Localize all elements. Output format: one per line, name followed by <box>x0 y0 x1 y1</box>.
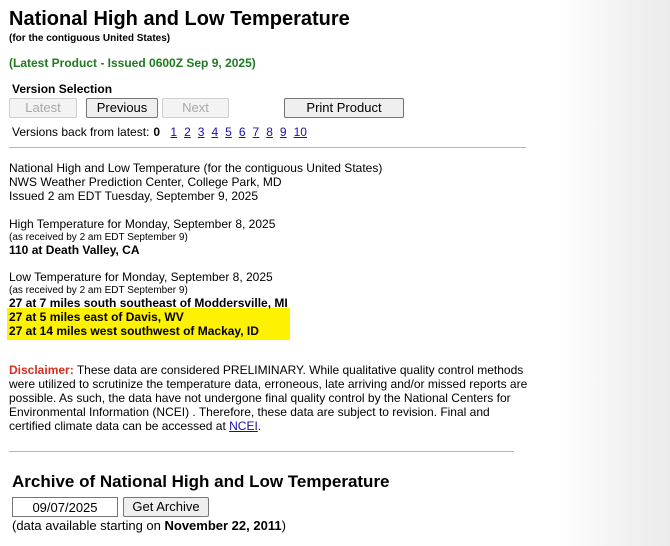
product-header-line-2: NWS Weather Prediction Center, College Park, MD <box>9 175 282 189</box>
version-link-6[interactable]: 6 <box>238 125 246 139</box>
version-link-5[interactable]: 5 <box>225 125 232 139</box>
high-temp-received: (as received by 2 am EDT September 9) <box>9 232 188 243</box>
version-link-1[interactable]: 1 <box>170 125 178 139</box>
version-link-8[interactable]: 8 <box>266 125 273 139</box>
availability-date: November 22, 2011 <box>164 518 282 533</box>
product-header-line-1: National High and Low Temperature (for the contiguous United States) <box>9 161 383 175</box>
low-temp-heading: Low Temperature for Monday, September 8, 2025 <box>9 270 273 284</box>
archive-date-input[interactable] <box>12 497 118 517</box>
low-temp-value-1: 27 at 7 miles south southeast of Moddersville, MI <box>9 296 288 310</box>
next-button[interactable]: Next <box>162 98 229 118</box>
disclaimer-text: These data are considered PRELIMINARY. While qualitative quality control methods were utilized to scrutinize the temperature data, erroneous, late arriving and/or missed reports are possible. As such, the data have not undergone final quality control by the National Centers for Environmental Information (NCEI) . Therefore, these data are subject to revision. Final and certified climate data can be accessed at <box>9 363 528 433</box>
disclaimer-paragraph <box>9 363 529 433</box>
versions-back-row <box>12 125 307 139</box>
low-temp-value-3: 27 at 14 miles west southwest of Mackay, ID <box>9 324 259 338</box>
disclaimer-end: . <box>257 419 262 433</box>
page-edge-shading <box>560 0 670 546</box>
current-version: 0 <box>153 125 161 139</box>
page-subtitle: (for the contiguous United States) <box>9 33 171 44</box>
product-header-line-3: Issued 2 am EDT Tuesday, September 9, 2025 <box>9 189 259 203</box>
get-archive-button[interactable]: Get Archive <box>123 497 209 517</box>
version-link-4[interactable]: 4 <box>211 125 219 139</box>
latest-product-note: (Latest Product - Issued 0600Z Sep 9, 2025) <box>9 56 256 70</box>
availability-prefix: (data available starting on <box>12 518 165 533</box>
low-temp-received: (as received by 2 am EDT September 9) <box>9 285 188 296</box>
divider-top <box>9 147 526 148</box>
version-link-9[interactable]: 9 <box>279 125 287 139</box>
versions-label: Versions back from latest: <box>12 125 150 139</box>
previous-button[interactable]: Previous <box>86 98 158 118</box>
print-product-button[interactable]: Print Product <box>284 98 404 118</box>
low-temp-value-2: 27 at 5 miles east of Davis, WV <box>9 310 184 324</box>
high-temp-heading: High Temperature for Monday, September 8, 2025 <box>9 217 276 231</box>
divider-bottom <box>9 451 514 452</box>
archive-availability-note <box>12 518 286 533</box>
version-selection-heading: Version Selection <box>12 82 113 96</box>
version-link-7[interactable]: 7 <box>252 125 260 139</box>
version-link-10[interactable]: 10 <box>293 125 307 139</box>
high-temp-value: 110 at Death Valley, CA <box>9 243 140 257</box>
archive-title: Archive of National High and Low Temperature <box>12 472 390 491</box>
availability-suffix: ) <box>281 518 286 533</box>
latest-button[interactable]: Latest <box>9 98 77 118</box>
version-link-2[interactable]: 2 <box>184 125 191 139</box>
page-title: National High and Low Temperature <box>9 8 350 30</box>
version-link-3[interactable]: 3 <box>197 125 205 139</box>
disclaimer-label: Disclaimer: <box>9 363 74 377</box>
ncei-link[interactable]: NCEI <box>229 419 258 433</box>
